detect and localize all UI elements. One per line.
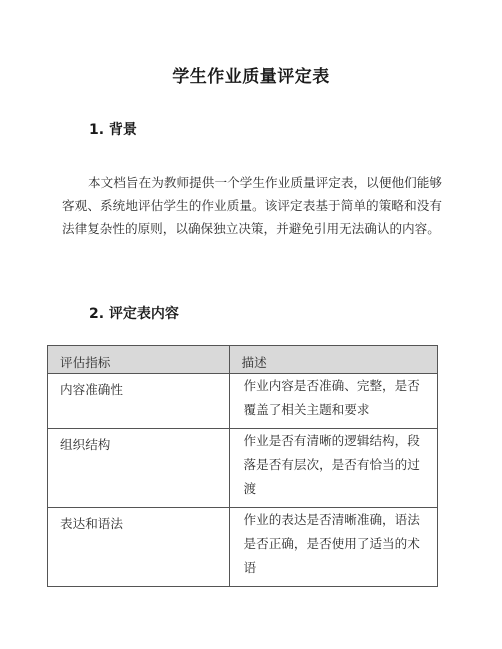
criterion-cell: 组织结构 (48, 429, 230, 508)
description-cell: 作业的表达是否清晰准确，语法是否正确，是否使用了适当的术语 (229, 508, 437, 587)
header-description: 描述 (229, 346, 437, 374)
description-cell: 作业内容是否准确、完整，是否覆盖了相关主题和要求 (229, 374, 437, 429)
table-row (48, 429, 438, 508)
header-criterion: 评估指标 (48, 346, 230, 374)
document-title: 学生作业质量评定表 (172, 67, 330, 87)
section-heading-rubric-content: 2. 评定表内容 (89, 306, 179, 322)
criterion-cell: 内容准确性 (48, 374, 230, 429)
criterion-cell: 表达和语法 (48, 508, 230, 587)
rubric-table (47, 345, 438, 587)
table-row (48, 374, 438, 429)
table-row (48, 508, 438, 587)
background-paragraph: 本文档旨在为教师提供一个学生作业质量评定表，以便他们能够客观、系统地评估学生的作业质量。该评定表基于简单的策略和没有法律复杂性的原则，以确保独立决策，并避免引用无法确认的内容。 (62, 175, 442, 236)
section-heading-background: 1. 背景 (89, 122, 137, 138)
table-header-row (48, 346, 438, 374)
description-cell: 作业是否有清晰的逻辑结构，段落是否有层次，是否有恰当的过渡 (229, 429, 437, 508)
